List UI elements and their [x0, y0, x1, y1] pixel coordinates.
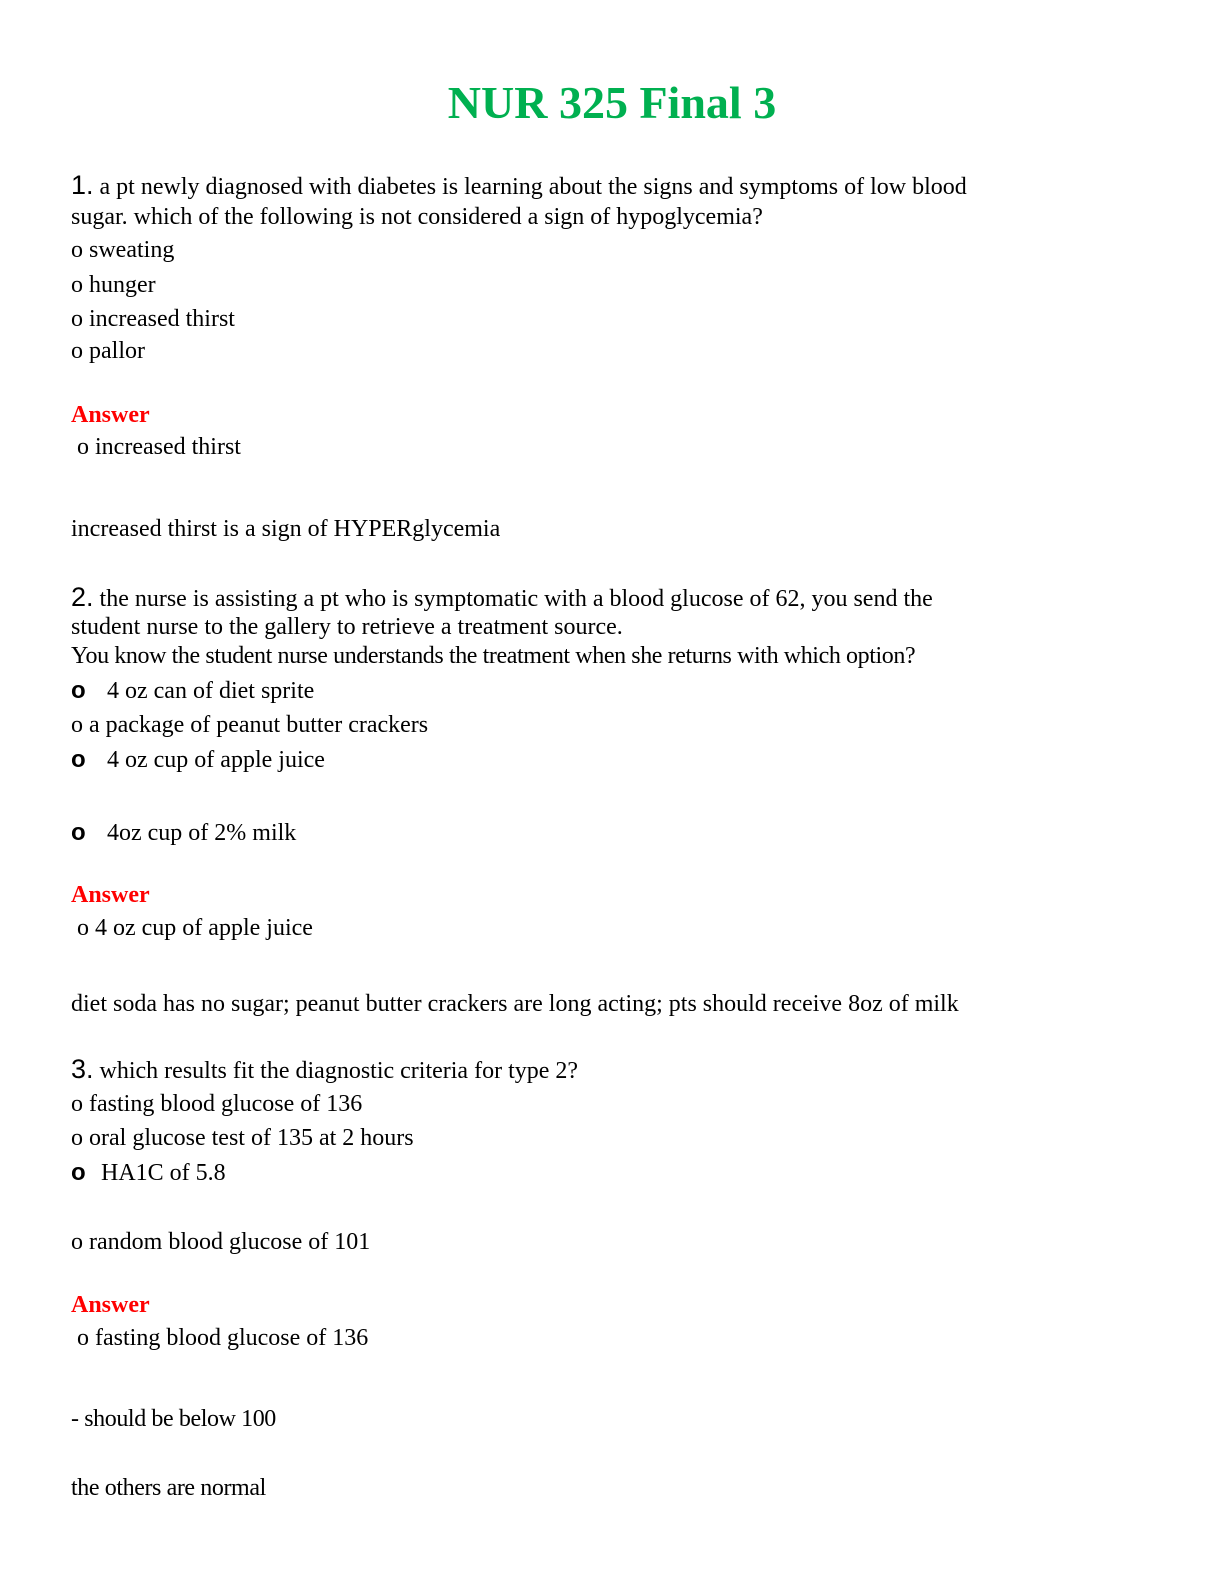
question-1-stem-line-1 [71, 170, 967, 202]
option-bullet: o [71, 746, 86, 773]
question-2-option-1[interactable] [71, 676, 314, 706]
question-3-answer-label: Answer [71, 1292, 150, 1318]
question-3-stem [71, 1054, 578, 1086]
question-3-stem-text: which results fit the diagnostic criteria for type 2? [99, 1058, 579, 1084]
question-2-stem-line-3: You know the student nurse understands the treatment when she returns with which option? [71, 643, 916, 669]
question-1-option-2[interactable]: o hunger [71, 272, 156, 298]
question-1-stem-text: a pt newly diagnosed with diabetes is learning about the signs and symptoms of low blood [99, 174, 967, 200]
question-2-stem-line-1 [71, 582, 933, 614]
option-bullet: o [71, 677, 86, 704]
question-2-answer: o 4 oz cup of apple juice [77, 915, 313, 941]
question-2-number: 2. [71, 582, 94, 612]
question-3-option-2[interactable]: o oral glucose test of 135 at 2 hours [71, 1125, 414, 1151]
option-text: 4 oz cup of apple juice [107, 747, 325, 773]
question-2-option-4[interactable] [71, 818, 296, 848]
question-3-answer: o fasting blood glucose of 136 [77, 1325, 369, 1351]
question-2-stem-line-2: student nurse to the gallery to retrieve a treatment source. [71, 614, 623, 640]
question-1-answer: o increased thirst [77, 434, 241, 460]
option-text: 4oz cup of 2% milk [107, 820, 297, 846]
question-2-rationale: diet soda has no sugar; peanut butter crackers are long acting; pts should receive 8oz of milk [71, 991, 959, 1017]
question-2-option-2[interactable]: o a package of peanut butter crackers [71, 712, 429, 738]
question-3-number: 3. [71, 1054, 94, 1084]
option-text: HA1C of 5.8 [101, 1160, 226, 1186]
question-1-option-3[interactable]: o increased thirst [71, 306, 235, 332]
page-title: NUR 325 Final 3 [447, 77, 777, 128]
question-1-number: 1. [71, 170, 94, 200]
option-text: 4 oz can of diet sprite [107, 678, 315, 704]
question-3-rationale-line-2: the others are normal [71, 1475, 266, 1501]
question-3-option-4[interactable]: o random blood glucose of 101 [71, 1229, 371, 1255]
option-bullet: o [71, 1159, 86, 1186]
question-2-answer-label: Answer [71, 882, 150, 908]
option-bullet: o [71, 819, 86, 846]
question-1-stem-line-2: sugar. which of the following is not considered a sign of hypoglycemia? [71, 204, 763, 230]
question-1-option-1[interactable]: o sweating [71, 237, 175, 263]
question-1-rationale: increased thirst is a sign of HYPERglycemia [71, 516, 501, 542]
question-1-option-4[interactable]: o pallor [71, 338, 145, 364]
question-3-option-1[interactable]: o fasting blood glucose of 136 [71, 1091, 363, 1117]
question-2-stem-text: the nurse is assisting a pt who is symptomatic with a blood glucose of 62, you send the [99, 586, 933, 612]
question-3-rationale-line-1: - should be below 100 [71, 1406, 276, 1432]
question-1-answer-label: Answer [71, 402, 150, 428]
question-2-option-3[interactable] [71, 745, 325, 775]
question-3-option-3[interactable] [71, 1158, 226, 1188]
